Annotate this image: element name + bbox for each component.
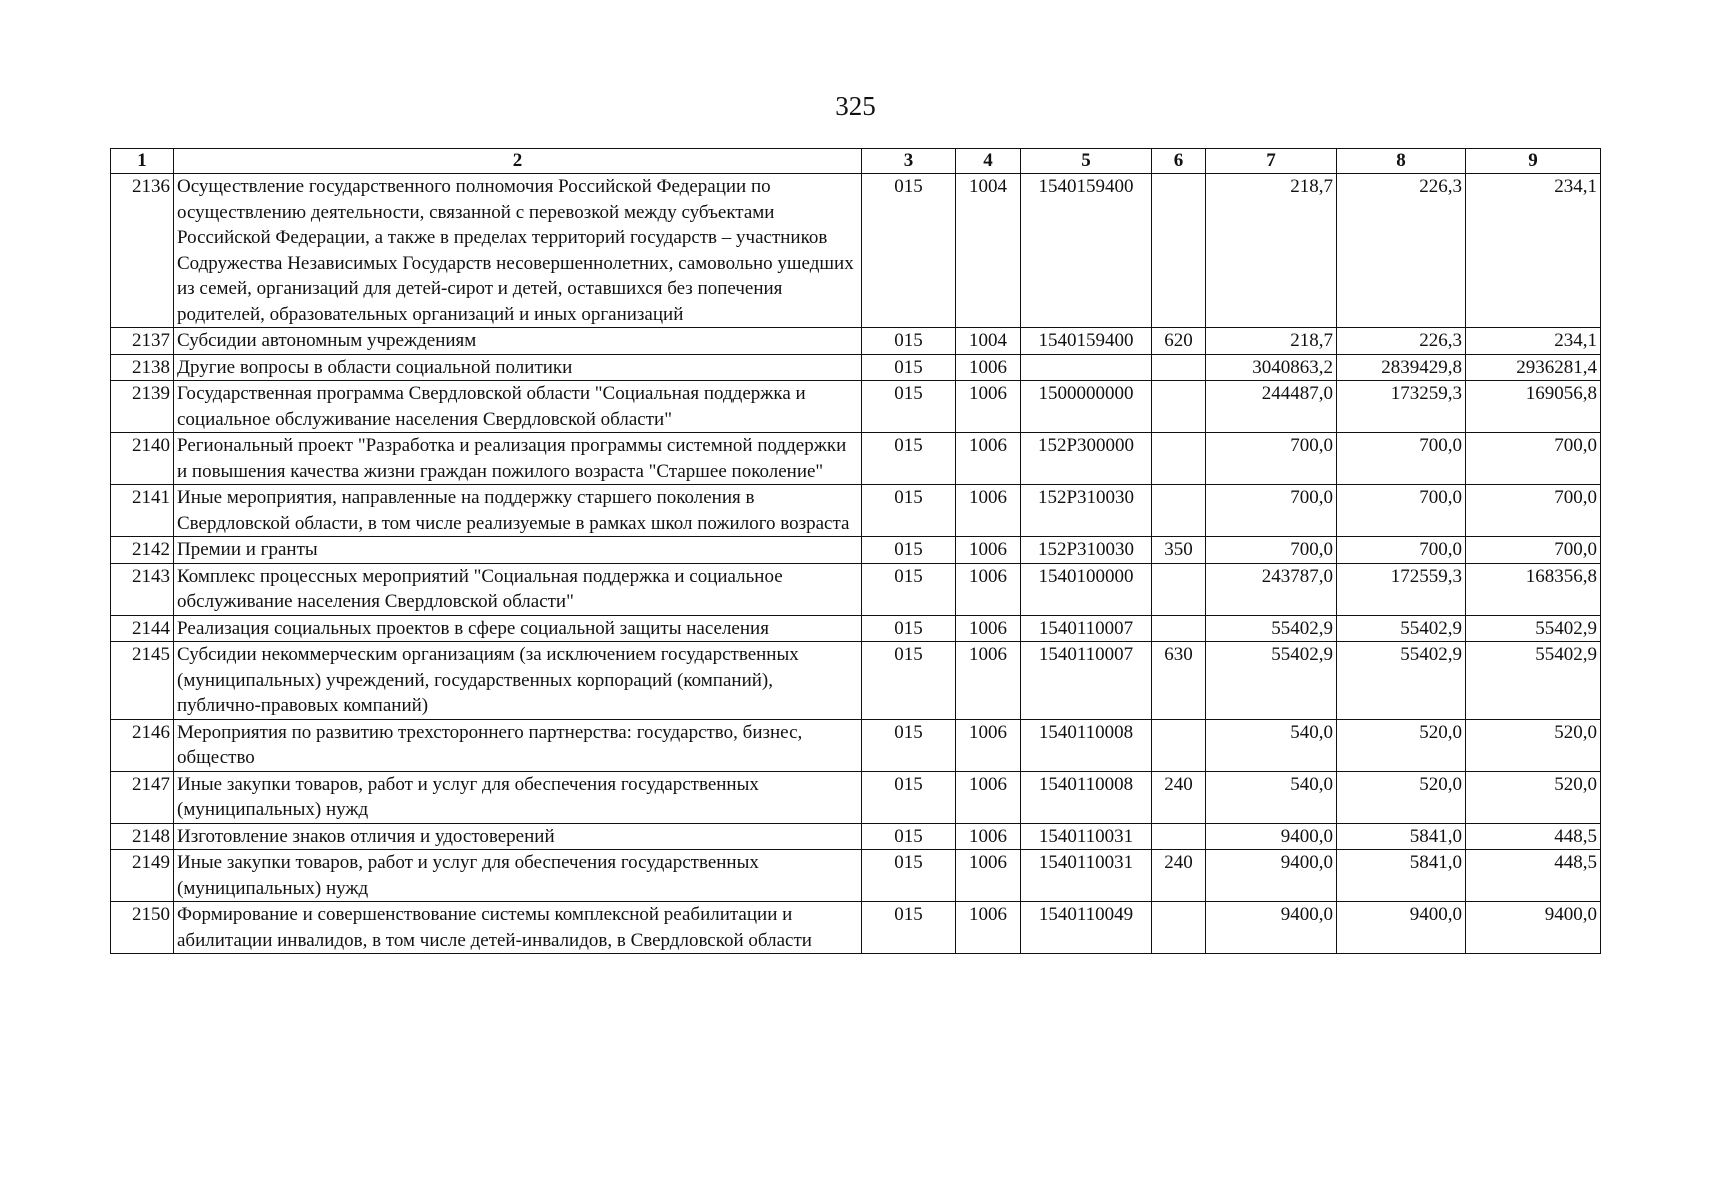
table-row [111,615,1601,642]
header-row [111,149,1601,174]
table-row [111,174,1601,328]
page-number: 325 [835,91,876,121]
header-col-1: 1 [111,149,174,174]
code-col-3-cell: 015 [862,354,956,381]
amount-col-8-cell: 9400,0 [1337,902,1466,954]
code-col-6-cell [1152,174,1206,328]
amount-col-8-cell: 2839429,8 [1337,354,1466,381]
amount-col-9-cell: 700,0 [1466,433,1601,485]
amount-col-9-cell: 2936281,4 [1466,354,1601,381]
code-col-6-cell [1152,354,1206,381]
amount-col-9-cell: 448,5 [1466,823,1601,850]
code-col-6-cell [1152,902,1206,954]
code-col-4-cell: 1006 [956,823,1021,850]
table-row [111,537,1601,564]
row-number-cell: 2143 [111,563,174,615]
header-col-7: 7 [1206,149,1337,174]
amount-col-8-cell: 700,0 [1337,485,1466,537]
amount-col-9-cell: 700,0 [1466,537,1601,564]
code-col-6-cell [1152,433,1206,485]
table-row [111,719,1601,771]
code-col-4-cell: 1004 [956,174,1021,328]
code-col-3-cell: 015 [862,381,956,433]
amount-col-7-cell: 700,0 [1206,485,1337,537]
table-row [111,850,1601,902]
amount-col-7-cell: 55402,9 [1206,615,1337,642]
amount-col-8-cell: 5841,0 [1337,850,1466,902]
code-col-6-cell: 620 [1152,328,1206,355]
row-number-cell: 2148 [111,823,174,850]
amount-col-8-cell: 172559,3 [1337,563,1466,615]
amount-col-7-cell: 55402,9 [1206,642,1337,720]
table-body [111,174,1601,954]
header-col-8: 8 [1337,149,1466,174]
amount-col-7-cell: 540,0 [1206,719,1337,771]
row-number-cell: 2150 [111,902,174,954]
code-col-5-cell: 1540110008 [1021,719,1152,771]
item-name-cell: Субсидии автономным учреждениям [174,328,862,355]
table-row [111,381,1601,433]
code-col-3-cell: 015 [862,563,956,615]
code-col-3-cell: 015 [862,433,956,485]
amount-col-8-cell: 520,0 [1337,719,1466,771]
header-col-6: 6 [1152,149,1206,174]
code-col-6-cell [1152,719,1206,771]
amount-col-7-cell: 218,7 [1206,328,1337,355]
row-number-cell: 2142 [111,537,174,564]
code-col-4-cell: 1006 [956,902,1021,954]
amount-col-8-cell: 173259,3 [1337,381,1466,433]
code-col-5-cell: 1540110049 [1021,902,1152,954]
amount-col-7-cell: 9400,0 [1206,902,1337,954]
header-col-9: 9 [1466,149,1601,174]
item-name-cell: Мероприятия по развитию трехстороннего партнерства: государство, бизнес, общество [174,719,862,771]
amount-col-9-cell: 55402,9 [1466,615,1601,642]
code-col-5-cell: 1540110031 [1021,850,1152,902]
code-col-4-cell: 1006 [956,354,1021,381]
amount-col-9-cell: 520,0 [1466,719,1601,771]
code-col-5-cell: 1540100000 [1021,563,1152,615]
code-col-4-cell: 1004 [956,328,1021,355]
item-name-cell: Премии и гранты [174,537,862,564]
code-col-5-cell: 1540110008 [1021,771,1152,823]
row-number-cell: 2138 [111,354,174,381]
table-row [111,771,1601,823]
item-name-cell: Иные закупки товаров, работ и услуг для обеспечения государственных (муниципальных) нужд [174,771,862,823]
code-col-4-cell: 1006 [956,381,1021,433]
header-col-2: 2 [174,149,862,174]
code-col-4-cell: 1006 [956,771,1021,823]
amount-col-7-cell: 9400,0 [1206,823,1337,850]
table-row [111,823,1601,850]
code-col-4-cell: 1006 [956,850,1021,902]
row-number-cell: 2137 [111,328,174,355]
amount-col-8-cell: 55402,9 [1337,615,1466,642]
code-col-4-cell: 1006 [956,433,1021,485]
table-row [111,354,1601,381]
code-col-3-cell: 015 [862,771,956,823]
code-col-5-cell: 1540159400 [1021,328,1152,355]
code-col-4-cell: 1006 [956,642,1021,720]
amount-col-9-cell: 168356,8 [1466,563,1601,615]
amount-col-8-cell: 700,0 [1337,433,1466,485]
code-col-5-cell: 152P300000 [1021,433,1152,485]
amount-col-7-cell: 540,0 [1206,771,1337,823]
code-col-6-cell: 240 [1152,771,1206,823]
amount-col-7-cell: 9400,0 [1206,850,1337,902]
row-number-cell: 2136 [111,174,174,328]
code-col-3-cell: 015 [862,850,956,902]
code-col-3-cell: 015 [862,537,956,564]
amount-col-9-cell: 169056,8 [1466,381,1601,433]
row-number-cell: 2146 [111,719,174,771]
row-number-cell: 2145 [111,642,174,720]
amount-col-9-cell: 448,5 [1466,850,1601,902]
item-name-cell: Реализация социальных проектов в сфере социальной защиты населения [174,615,862,642]
item-name-cell: Другие вопросы в области социальной политики [174,354,862,381]
amount-col-8-cell: 700,0 [1337,537,1466,564]
amount-col-9-cell: 55402,9 [1466,642,1601,720]
header-col-3: 3 [862,149,956,174]
table-row [111,328,1601,355]
code-col-3-cell: 015 [862,615,956,642]
code-col-4-cell: 1006 [956,485,1021,537]
code-col-3-cell: 015 [862,328,956,355]
item-name-cell: Иные закупки товаров, работ и услуг для обеспечения государственных (муниципальных) нужд [174,850,862,902]
row-number-cell: 2149 [111,850,174,902]
amount-col-7-cell: 700,0 [1206,537,1337,564]
code-col-6-cell: 630 [1152,642,1206,720]
amount-col-9-cell: 520,0 [1466,771,1601,823]
amount-col-7-cell: 700,0 [1206,433,1337,485]
code-col-3-cell: 015 [862,902,956,954]
amount-col-9-cell: 234,1 [1466,328,1601,355]
row-number-cell: 2141 [111,485,174,537]
item-name-cell: Субсидии некоммерческим организациям (за исключением государственных (муниципальных) учреждений, государственных корпораций (компаний), публично-правовых компаний) [174,642,862,720]
item-name-cell: Иные мероприятия, направленные на поддержку старшего поколения в Свердловской области, в том числе реализуемые в рамках школ пожилого возраста [174,485,862,537]
code-col-3-cell: 015 [862,485,956,537]
code-col-6-cell [1152,563,1206,615]
code-col-5-cell: 1540110007 [1021,642,1152,720]
amount-col-8-cell: 226,3 [1337,174,1466,328]
row-number-cell: 2144 [111,615,174,642]
header-col-4: 4 [956,149,1021,174]
amount-col-7-cell: 244487,0 [1206,381,1337,433]
row-number-cell: 2139 [111,381,174,433]
code-col-4-cell: 1006 [956,537,1021,564]
code-col-6-cell [1152,823,1206,850]
amount-col-8-cell: 520,0 [1337,771,1466,823]
code-col-6-cell [1152,381,1206,433]
amount-col-8-cell: 55402,9 [1337,642,1466,720]
budget-table [110,148,1601,954]
amount-col-7-cell: 243787,0 [1206,563,1337,615]
code-col-4-cell: 1006 [956,615,1021,642]
row-number-cell: 2147 [111,771,174,823]
code-col-5-cell: 1500000000 [1021,381,1152,433]
code-col-3-cell: 015 [862,174,956,328]
code-col-3-cell: 015 [862,719,956,771]
header-col-5: 5 [1021,149,1152,174]
code-col-5-cell: 152P310030 [1021,537,1152,564]
item-name-cell: Формирование и совершенствование системы комплексной реабилитации и абилитации инвалидов, в том числе детей-инвалидов, в Свердловской области [174,902,862,954]
item-name-cell: Государственная программа Свердловской области "Социальная поддержка и социальное обслуживание населения Свердловской области" [174,381,862,433]
row-number-cell: 2140 [111,433,174,485]
code-col-3-cell: 015 [862,823,956,850]
table-row [111,642,1601,720]
code-col-5-cell: 1540110031 [1021,823,1152,850]
amount-col-9-cell: 9400,0 [1466,902,1601,954]
item-name-cell: Комплекс процессных мероприятий "Социальная поддержка и социальное обслуживание населения Свердловской области" [174,563,862,615]
amount-col-9-cell: 234,1 [1466,174,1601,328]
code-col-6-cell: 350 [1152,537,1206,564]
code-col-6-cell [1152,485,1206,537]
table-row [111,563,1601,615]
table-row [111,902,1601,954]
code-col-5-cell: 1540159400 [1021,174,1152,328]
amount-col-8-cell: 5841,0 [1337,823,1466,850]
code-col-3-cell: 015 [862,642,956,720]
table-header [111,149,1601,174]
item-name-cell: Изготовление знаков отличия и удостоверений [174,823,862,850]
table-row [111,485,1601,537]
amount-col-9-cell: 700,0 [1466,485,1601,537]
table-row [111,433,1601,485]
code-col-5-cell [1021,354,1152,381]
item-name-cell: Региональный проект "Разработка и реализация программы системной поддержки и повышения качества жизни граждан пожилого возраста "Старшее поколение" [174,433,862,485]
code-col-5-cell: 1540110007 [1021,615,1152,642]
amount-col-7-cell: 3040863,2 [1206,354,1337,381]
amount-col-8-cell: 226,3 [1337,328,1466,355]
code-col-4-cell: 1006 [956,719,1021,771]
code-col-6-cell [1152,615,1206,642]
code-col-5-cell: 152P310030 [1021,485,1152,537]
amount-col-7-cell: 218,7 [1206,174,1337,328]
item-name-cell: Осуществление государственного полномочия Российской Федерации по осуществлению деятельности, связанной с перевозкой между субъектами Российской Федерации, а также в пределах территорий государств – участников Содружества Независимых Государств несовершеннолетних, самовольно ушедших из семей, организаций для детей-сирот и детей, оставшихся без попечения родителей, образовательных организаций и иных организаций [174,174,862,328]
code-col-6-cell: 240 [1152,850,1206,902]
code-col-4-cell: 1006 [956,563,1021,615]
